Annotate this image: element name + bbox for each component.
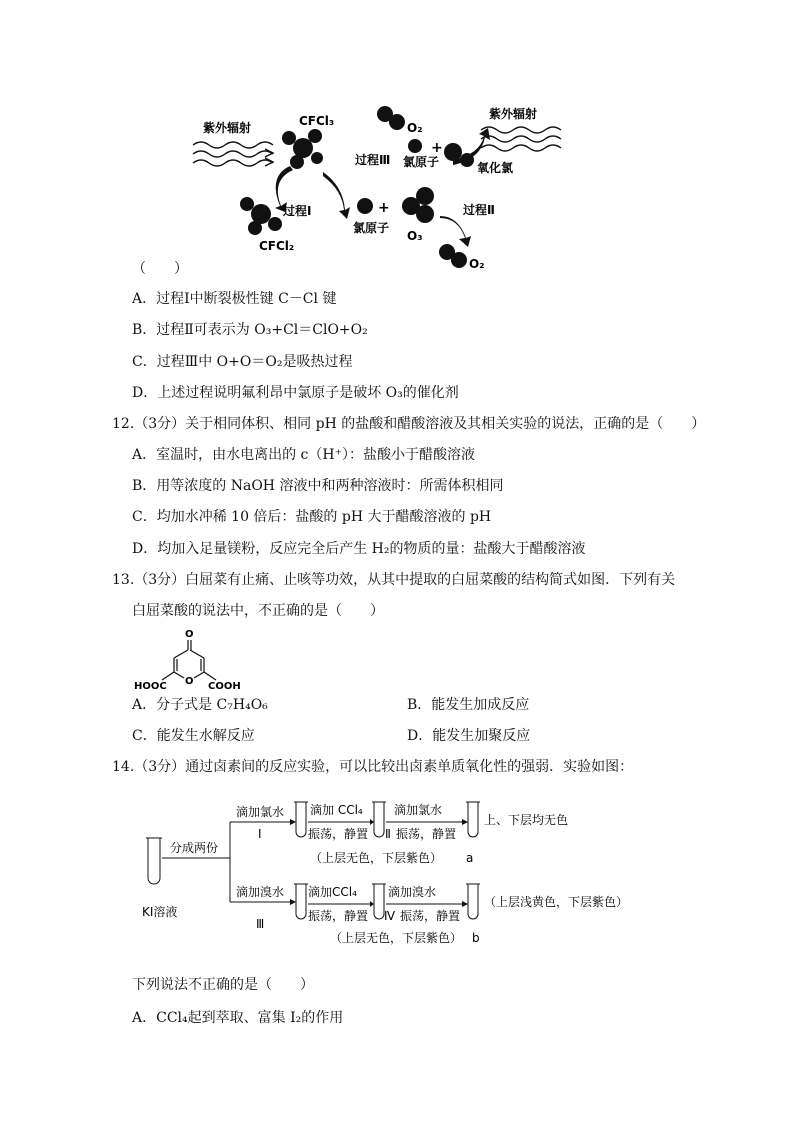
chlorine-atom-label-1: 氯原子 [353,221,390,235]
oxygen-molecule-bottom-icon [439,244,467,268]
o2-bottom-label: O₂ [469,257,485,271]
add-ccl4-1: 滴加 CCl₄ [310,803,363,817]
shake-3: 振荡，静置 [308,909,369,923]
cfcl3-label: CFCl₃ [299,114,335,128]
add-chlorine-1: 滴加氯水 [236,805,285,819]
chelidonic-acid-structure [130,626,250,692]
ozone-cycle-figure [185,100,595,272]
structure-hooc: HOOC [134,681,167,692]
tube-a-label: a [466,851,474,865]
plus-b: + [431,140,443,156]
q13-stem-line1: 13.（3分）白屈菜有止痛、止咳等功效，从其中提取的白屈菜酸的结构简式如图．下列有关 [112,572,676,588]
split-label: 分成两份 [170,841,219,855]
tube-b-label: b [472,931,480,945]
q12-stem: 12.（3分）关于相同体积、相同 pH 的盐酸和醋酸溶液及其相关实验的说法，正确的是（ ） [112,416,706,432]
process-3-label: 过程Ⅲ [355,153,391,167]
q11-option-a: A．过程Ⅰ中断裂极性键 C－Cl 键 [132,291,337,307]
cfcl2-label: CFCl₂ [259,239,295,253]
structure-o-ring: O [185,676,194,687]
oxygen-atom-icon [408,139,422,153]
q11-option-d: D．上述过程说明氟利昂中氯原子是破坏 O₃的催化剂 [132,385,459,401]
o3-label: O₃ [407,229,423,243]
uv-right-label: 紫外辐射 [489,107,538,121]
process-2-label: 过程Ⅱ [463,203,495,217]
ozone-molecule-icon [402,187,434,223]
step-2-label: Ⅱ [385,827,391,841]
q12-option-c: C．均加水冲稀 10 倍后：盐酸的 pH 大于醋酸溶液的 pH [132,509,492,525]
shake-2: 振荡，静置 [396,827,457,841]
shake-1: 振荡，静置 [308,827,369,841]
q12-option-b: B．用等浓度的 NaOH 溶液中和两种溶液时：所需体积相同 [132,478,504,494]
q12-option-d: D．均加入足量镁粉，反应完全后产生 H₂的物质的量：盐酸大于醋酸溶液 [132,541,586,557]
cfcl3-molecule-icon [282,129,323,169]
clo-label: 氧化氯 [477,161,514,175]
q12-option-a: A．室温时，由水电离出的 c（H⁺）：盐酸小于醋酸溶液 [132,447,475,463]
shake-4: 振荡，静置 [400,909,461,923]
uv-waves-left-icon [193,142,273,166]
q13-option-b: B．能发生加成反应 [407,697,530,713]
add-ccl4-2: 滴加CCl₄ [308,885,357,899]
chlorine-atom-icon [357,198,373,214]
q13-option-c: C．能发生水解反应 [132,728,255,744]
result-top: 上、下层均无色 [484,813,569,827]
uv-waves-right-icon [481,127,561,151]
add-chlorine-2: 滴加氯水 [394,803,443,817]
add-bromine-1: 滴加溴水 [236,885,285,899]
add-bromine-2: 滴加溴水 [388,885,437,899]
chlorine-atom-label-2: 氯原子 [403,155,440,169]
q13-option-d: D．能发生加聚反应 [407,728,531,744]
step-3-label: Ⅲ [256,917,265,931]
q11-stem-tail: （ ） [132,261,188,277]
result-bottom: （上层浅黄色，下层紫色） [484,895,629,909]
q13-option-a: A．分子式是 C₇H₄O₆ [132,697,268,713]
structure-cooh: COOH [208,681,241,692]
step-4-label: Ⅳ [384,909,396,923]
q14-option-a: A．CCl₄起到萃取、富集 I₂的作用 [132,1010,344,1026]
observation-a: （上层无色，下层紫色） [310,851,443,865]
q14-stem: 14.（3分）通过卤素间的反应实验，可以比较出卤素单质氧化性的强弱．实验如图： [112,759,634,775]
halogen-experiment-flowchart [140,790,660,965]
structure-o-top: O [185,629,194,640]
observation-b: （上层无色，下层紫色） [330,931,463,945]
ki-solution-label: KI溶液 [142,905,178,919]
o2-top-label: O₂ [407,121,423,135]
uv-left-label: 紫外辐射 [203,121,252,135]
q11-option-c: C．过程Ⅲ中 O+O＝O₂是吸热过程 [132,354,353,370]
step-1-label: Ⅰ [258,827,262,841]
process-1-label: 过程Ⅰ [283,204,312,218]
oxygen-molecule-top-icon [377,106,405,130]
q13-stem-line2: 白屈菜酸的说法中，不正确的是（ ） [132,603,384,619]
q14-question: 下列说法不正确的是（ ） [132,977,314,993]
cfcl2-molecule-icon [240,197,282,235]
plus-a: + [378,200,390,216]
q11-option-b: B．过程Ⅱ可表示为 O₃+Cl＝ClO+O₂ [132,322,368,338]
